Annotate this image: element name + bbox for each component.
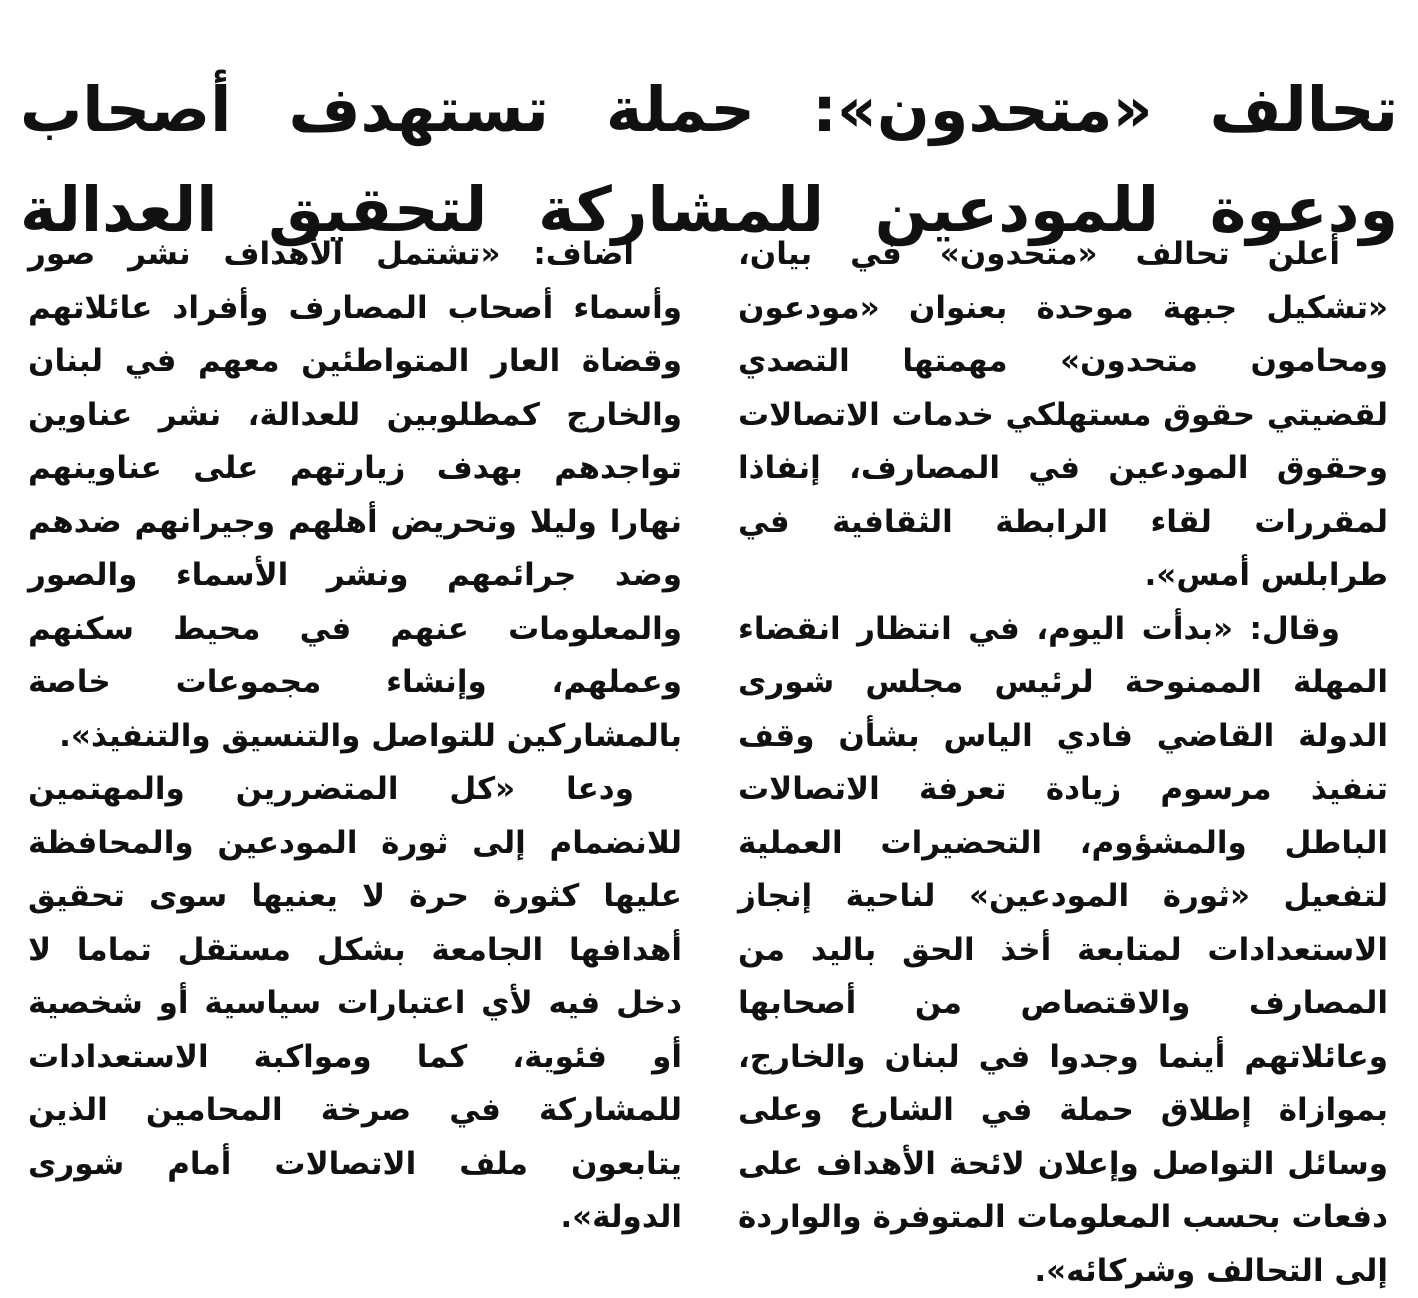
paragraph-call-to-join: ودعا «كل المتضررين والمهتمين للانضمام إلى ثورة المودعين والمحافظة عليها كثورة حرة لا يعنيها سوى تحقيق أهدافها الجامعة بشكل مستقل تماما لا دخل فيه لأي اعتبارات سياسية أو شخصية أو فئوية، كما ومواكبة الاستعدادات للمشاركة في صرخة المحامين الذين يتابعون ملف الاتصالات أمام شورى الدولة». xyxy=(28,763,682,1245)
article-column-right xyxy=(738,228,1388,1148)
headline-line-1: تحالف «متحدون»: حملة تستهدف أصحاب xyxy=(20,60,1398,160)
article-column-left xyxy=(28,228,682,1148)
paragraph-statement: وقال: «بدأت اليوم، في انتظار انقضاء المهلة الممنوحة لرئيس مجلس شورى الدولة القاضي فادي الياس بشأن وقف تنفيذ مرسوم زيادة تعرفة الاتصالات الباطل والمشؤوم، التحضيرات العملية لتفعيل «ثورة المودعين» لناحية إنجاز الاستعدادات لمتابعة أخذ الحق باليد من المصارف والاقتصاص من أصحابها وعائلاتهم أينما وجدوا في لبنان والخارج، بموازاة إطلاق حملة في الشارع وعلى وسائل التواصل وإعلان لائحة الأهداف على دفعات بحسب المعلومات المتوفرة والواردة إلى التحالف وشركائه». xyxy=(738,603,1388,1298)
headline-line-2: ودعوة للمودعين للمشاركة لتحقيق العدالة xyxy=(20,160,1398,260)
paragraph-targets: أضاف: «تشتمل الأهداف نشر صور وأسماء أصحاب المصارف وأفراد عائلاتهم وقضاة العار المتواطئين معهم في لبنان والخارج كمطلوبين للعدالة، نشر عناوين تواجدهم بهدف زيارتهم على عناوينهم نهارا وليلا وتحريض أهلهم وجيرانهم ضدهم وضد جرائمهم ونشر الأسماء والصور والمعلومات عنهم في محيط سكنهم وعملهم، وإنشاء مجموعات خاصة بالمشاركين للتواصل والتنسيق والتنفيذ». xyxy=(28,228,682,763)
paragraph-announcement: أعلن تحالف «متحدون» في بيان، «تشكيل جبهة موحدة بعنوان «مودعون ومحامون متحدون» مهمتها التصدي لقضيتي حقوق مستهلكي خدمات الاتصالات وحقوق المودعين في المصارف، إنفاذا لمقررات لقاء الرابطة الثقافية في طرابلس أمس». xyxy=(738,228,1388,603)
